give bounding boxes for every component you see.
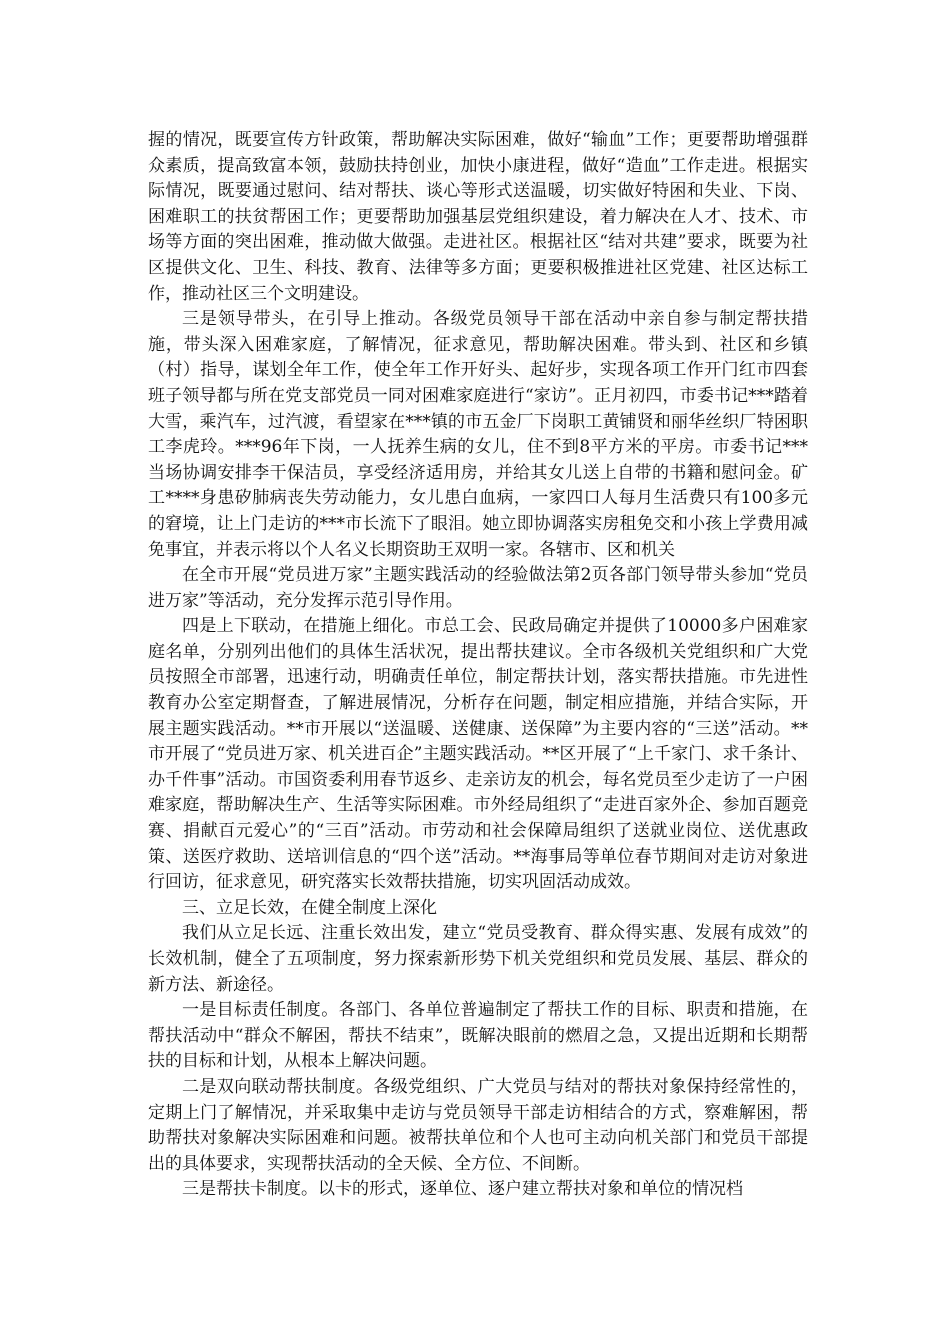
paragraph-7: 一是目标责任制度。各部门、各单位普遍制定了帮扶工作的目标、职责和措施，在帮扶活动中“群众不解困，帮扶不结束”，既解决眼前的燃眉之急，又提出近期和长期帮扶的目标和计划，从根本上解决问题。: [148, 1000, 808, 1072]
paragraph-3: 在全市开展“党员进万家”主题实践活动的经验做法第2页各部门领导带头参加“党员进万家”等活动，充分发挥示范引导作用。: [148, 565, 808, 611]
paragraph-1: 握的情况，既要宣传方针政策，帮助解决实际困难，做好“输血”工作；更要帮助增强群众素质，提高致富本领，鼓励扶持创业，加快小康进程，做好“造血”工作走进。根据实际情况，既要通过慰问、结对帮扶、谈心等形式送温暖，切实做好特困和失业、下岗、困难职工的扶贫帮困工作；更要帮助加强基层党组织建设，着力解决在人才、技术、市场等方面的突出困难，推动做大做强。走进社区。根据社区“结对共建”要求，既要为社区提供文化、卫生、科技、教育、法律等多方面；更要积极推进社区党建、社区达标工作，推动社区三个文明建设。: [148, 130, 808, 304]
paragraph-9: 三是帮扶卡制度。以卡的形式，逐单位、逐户建立帮扶对象和单位的情况档: [182, 1179, 743, 1200]
paragraph-6: 我们从立足长远、注重长效出发，建立“党员受教育、群众得实惠、发展有成效”的长效机制，健全了五项制度，努力探索新形势下机关党组织和党员发展、基层、群众的新方法、新途径。: [148, 923, 808, 995]
paragraph-2: 三是领导带头，在引导上推动。各级党员领导干部在活动中亲自参与制定帮扶措施，带头深入困难家庭，了解情况，征求意见，帮助解决困难。带头到、社区和乡镇（村）指导，谋划全年工作，使全年工作开好头、起好步，实现各项工作开门红市四套班子领导都与所在党支部党员一同对困难家庭进行“家访”。正月初四，市委书记***踏着大雪，乘汽车，过汽渡，看望家在***镇的市五金厂下岗职工黄铺贤和丽华丝织厂特困职工李虎玲。***96年下岗，一人抚养生病的女儿，住不到8平方米的平房。市委书记***当场协调安排李干保洁员，享受经济适用房，并给其女儿送上自带的书籍和慰问金。矿工****身患矽肺病丧失劳动能力，女儿患白血病，一家四口人每月生活费只有100多元的窘境，让上门走访的***市长流下了眼泪。她立即协调落实房租免交和小孩上学费用减免事宜，并表示将以个人名义长期资助王双明一家。各辖市、区和机关: [148, 309, 808, 560]
paragraph-4: 四是上下联动，在措施上细化。市总工会、民政局确定并提供了10000多户困难家庭名单，分别列出他们的具体生活状况，提出帮扶建议。全市各级机关党组织和广大党员按照全市部署，迅速行动，明确责任单位，制定帮扶计划，落实帮扶措施。市先进性教育办公室定期督查，了解进展情况，分析存在问题，制定相应措施，并结合实际，开展主题实践活动。**市开展以“送温暖、送健康、送保障”为主要内容的“三送”活动。**市开展了“党员进万家、机关进百企”主题实践活动。**区开展了“上千家门、求千条计、办千件事”活动。市国资委利用春节返乡、走亲访友的机会，每名党员至少走访了一户困难家庭，帮助解决生产、生活等实际困难。市外经局组织了“走进百家外企、参加百题竞赛、捐献百元爱心”的“三百”活动。市劳动和社会保障局组织了送就业岗位、送优惠政策、送医疗救助、送培训信息的“四个送”活动。**海事局等单位春节期间对走访对象进行回访，征求意见，研究落实长效帮扶措施，切实巩固活动成效。: [148, 616, 808, 893]
section-heading: 三、立足长效，在健全制度上深化: [182, 897, 437, 918]
paragraph-8: 二是双向联动帮扶制度。各级党组织、广大党员与结对的帮扶对象保持经常性的，定期上门了解情况，并采取集中走访与党员领导干部走访相结合的方式，察难解困，帮助帮扶对象解决实际困难和问题。被帮扶单位和个人也可主动向机关部门和党员干部提出的具体要求，实现帮扶活动的全天候、全方位、不间断。: [148, 1076, 808, 1174]
document-page: [148, 128, 808, 1203]
